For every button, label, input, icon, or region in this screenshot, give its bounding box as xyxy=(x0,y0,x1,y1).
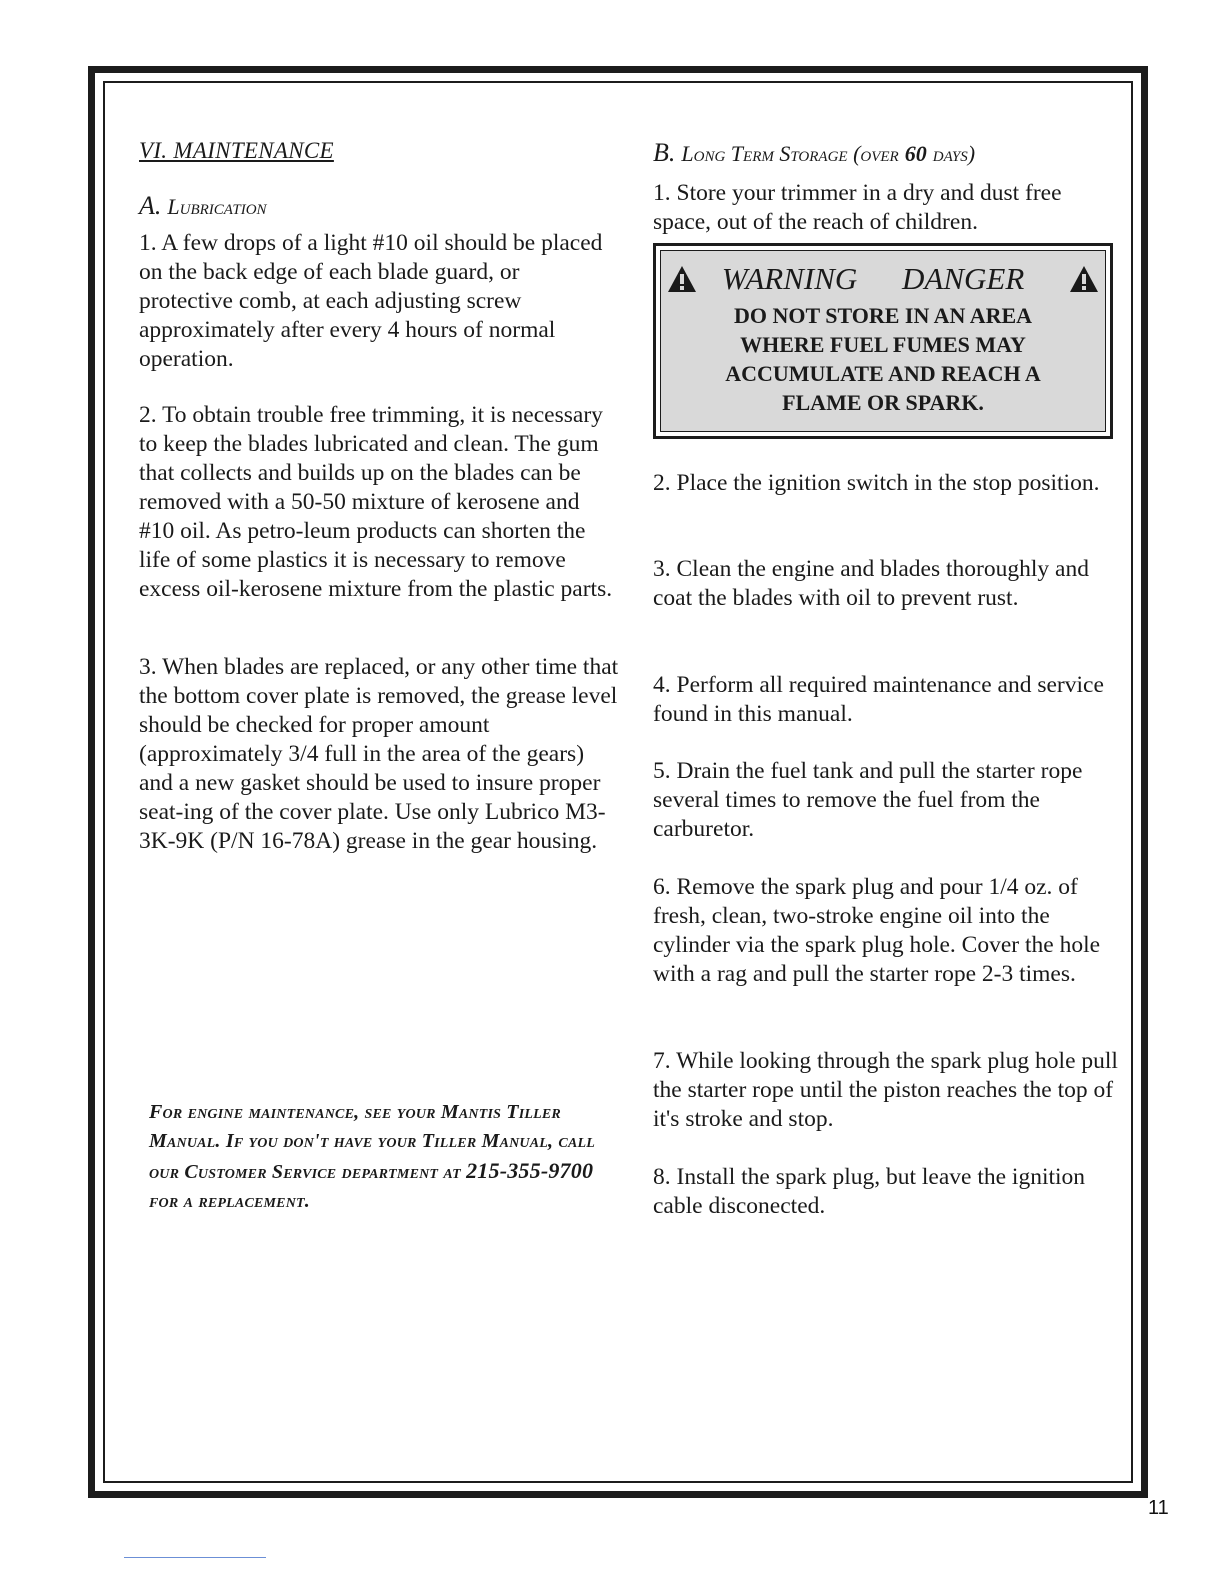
notice-text: For engine maintenance, see your Mantis Tiller Manual. If you don't have your Tiller Manual, call our Customer Service department at xyxy=(149,1101,595,1183)
storage-step-7: 7. While looking through the spark plug hole pull the starter rope until the piston reaches the top of it's stroke and stop. xyxy=(653,1048,1118,1132)
lubrication-paragraph-1: 1. A few drops of a light #10 oil should be placed on the back edge of each blade guard, or protective comb, at each adjusting screw approximately after every 4 hours of normal operation. xyxy=(139,230,603,372)
storage-step-4: 4. Perform all required maintenance and service found in this manual. xyxy=(653,672,1104,727)
warning-triangle-icon xyxy=(1069,264,1099,294)
lubrication-heading xyxy=(139,191,267,221)
footnote-rule xyxy=(124,1557,266,1558)
danger-label: DANGER xyxy=(902,261,1025,296)
page-number: 11 xyxy=(1148,1497,1169,1519)
warning-line-4: FLAME OR SPARK. xyxy=(782,390,984,415)
warning-line-3: ACCUMULATE AND REACH A xyxy=(725,361,1041,386)
lubrication-letter: A. xyxy=(139,191,162,220)
notice-tail: for a replacement. xyxy=(149,1190,310,1212)
customer-service-phone: 215-355-9700 xyxy=(466,1158,594,1183)
warning-line-1: DO NOT STORE IN AN AREA xyxy=(733,303,1033,328)
page-border xyxy=(88,66,1148,1498)
warning-danger-box xyxy=(653,243,1113,439)
storage-step-6: 6. Remove the spark plug and pour 1/4 oz. of fresh, clean, two-stroke engine oil into the cylinder via the spark plug hole. Cover the hole with a rag and pull the starter rope 2-3 times. xyxy=(653,874,1101,987)
storage-heading xyxy=(653,138,975,168)
storage-step-3: 3. Clean the engine and blades thoroughly and coat the blades with oil to prevent rust. xyxy=(653,556,1089,611)
storage-days-number: 60 xyxy=(904,141,927,166)
lubrication-paragraph-3: 3. When blades are replaced, or any other time that the bottom cover plate is removed, the grease level should be checked for proper amount (approximately 3/4 full in the area of the gears) and a new gasket should be used to insure proper seat-ing of the cover plate. Use only Lubrico M3-3K-9K (P/N 16-78A) grease in the gear housing. xyxy=(139,654,619,854)
storage-step-5: 5. Drain the fuel tank and pull the starter rope several times to remove the fuel from the carburetor. xyxy=(653,758,1083,842)
warning-label: WARNING xyxy=(721,261,858,296)
storage-step-2: 2. Place the ignition switch in the stop position. xyxy=(653,470,1100,496)
warning-triangle-icon xyxy=(667,264,697,294)
page-inner-border xyxy=(103,81,1133,1483)
storage-letter: B. xyxy=(653,138,676,167)
warning-box-inner xyxy=(660,250,1106,432)
engine-maintenance-notice xyxy=(149,1098,619,1216)
warning-header xyxy=(661,261,1105,297)
storage-step-8: 8. Install the spark plug, but leave the ignition cable disconected. xyxy=(653,1164,1086,1219)
warning-line-2: WHERE FUEL FUMES MAY xyxy=(740,332,1026,357)
storage-title-tail: days) xyxy=(932,141,976,166)
storage-step-1: 1. Store your trimmer in a dry and dust free space, out of the reach of children. xyxy=(653,180,1062,235)
section-title: VI. MAINTENANCE xyxy=(139,138,334,163)
lubrication-title: Lubrication xyxy=(167,194,267,219)
lubrication-paragraph-2: 2. To obtain trouble free trimming, it is necessary to keep the blades lubricated and clean. The gum that collects and builds up on the blades can be removed with a 50-50 mixture of kerosene and #10 oil. As petro-leum products can shorten the life of some plastics it is necessary to remove excess oil-kerosene mixture from the plastic parts. xyxy=(139,402,613,602)
storage-title: Long Term Storage (over xyxy=(681,141,899,166)
